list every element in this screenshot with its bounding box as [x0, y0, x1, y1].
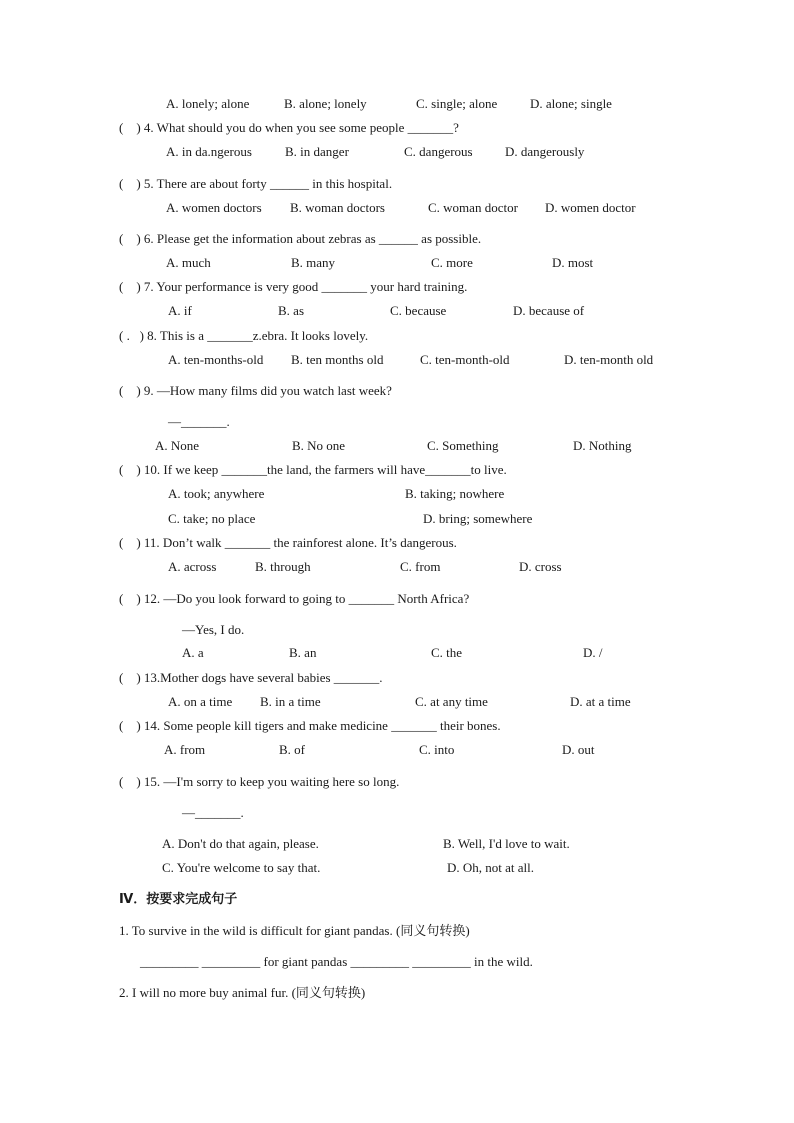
q7-option-b: B. as	[278, 303, 304, 318]
q4-option-d: D. dangerously	[505, 144, 585, 159]
q15-stem: ( ) 15. —I'm sorry to keep you waiting here so long.	[119, 774, 400, 789]
q13-option-b: B. in a time	[260, 694, 321, 709]
q3-option-d: D. alone; single	[530, 96, 612, 111]
q15-option-b: B. Well, I'd love to wait.	[443, 836, 570, 851]
q7-option-d: D. because of	[513, 303, 585, 318]
q13-stem: ( ) 13.Mother dogs have several babies _______.	[119, 670, 383, 685]
q8-option-c: C. ten-month-old	[420, 352, 510, 367]
q15-option-a: A. Don't do that again, please.	[162, 836, 319, 851]
q3-option-c: C. single; alone	[416, 96, 498, 111]
q5-stem: ( ) 5. There are about forty ______ in this hospital.	[119, 176, 393, 191]
section-4-heading: Ⅳ．按要求完成句子	[119, 892, 238, 907]
q12-option-c: C. the	[431, 645, 463, 660]
q14-stem: ( ) 14. Some people kill tigers and make medicine _______ their bones.	[119, 718, 501, 733]
q14-option-b: B. of	[279, 742, 305, 757]
q5-option-b: B. woman doctors	[290, 200, 385, 215]
q14-option-a: A. from	[164, 742, 206, 757]
q5-option-d: D. women doctor	[545, 200, 636, 215]
q13-option-c: C. at any time	[415, 694, 488, 709]
q7-stem: ( ) 7. Your performance is very good _______ your hard training.	[119, 279, 468, 294]
q4-option-b: B. in danger	[285, 144, 349, 159]
q10-option-b: B. taking; nowhere	[405, 486, 505, 501]
q12-stem: ( ) 12. —Do you look forward to going to _______ North Africa?	[119, 591, 470, 606]
q3-option-b: B. alone; lonely	[284, 96, 367, 111]
q4-option-a: A. in da.ngerous	[166, 144, 252, 159]
q12-option-d: D. /	[583, 645, 603, 660]
q3-option-a: A. lonely; alone	[166, 96, 250, 111]
q8-option-a: A. ten-months-old	[168, 352, 264, 367]
q11-option-b: B. through	[255, 559, 311, 574]
q10-option-a: A. took; anywhere	[168, 486, 265, 501]
q15-option-c: C. You're welcome to say that.	[162, 860, 321, 875]
q6-option-c: C. more	[431, 255, 473, 270]
q9-option-a: A. None	[155, 438, 200, 453]
q9-option-b: B. No one	[292, 438, 346, 453]
section-4-sentence-1-answer: _________ _________ for giant pandas _________ _________ in the wild.	[140, 954, 533, 969]
q12-answer-line: —Yes, I do.	[182, 622, 245, 637]
q13-option-d: D. at a time	[570, 694, 631, 709]
q8-option-d: D. ten-month old	[564, 352, 654, 367]
q6-option-a: A. much	[166, 255, 211, 270]
q6-option-b: B. many	[291, 255, 336, 270]
q8-stem: ( . ) 8. This is a _______z.ebra. It looks lovely.	[119, 328, 369, 343]
q11-option-c: C. from	[400, 559, 441, 574]
q7-option-c: C. because	[390, 303, 447, 318]
q7-option-a: A. if	[168, 303, 192, 318]
q6-option-d: D. most	[552, 255, 594, 270]
q5-option-a: A. women doctors	[166, 200, 262, 215]
q5-option-c: C. woman doctor	[428, 200, 518, 215]
section-4-sentence-1: 1. To survive in the wild is difficult for giant pandas. (同义句转换)	[119, 923, 470, 938]
q14-option-d: D. out	[562, 742, 595, 757]
q11-option-d: D. cross	[519, 559, 562, 574]
q4-stem: ( ) 4. What should you do when you see some people _______?	[119, 120, 459, 135]
q10-option-d: D. bring; somewhere	[423, 511, 533, 526]
q15-option-d: D. Oh, not at all.	[447, 860, 535, 875]
q9-option-d: D. Nothing	[573, 438, 632, 453]
q12-option-a: A. a	[182, 645, 204, 660]
q9-stem: ( ) 9. —How many films did you watch last week?	[119, 383, 392, 398]
section-4-sentence-2: 2. I will no more buy animal fur. (同义句转换)	[119, 985, 366, 1000]
q15-answer-line: —_______.	[182, 805, 244, 820]
q11-option-a: A. across	[168, 559, 217, 574]
q14-option-c: C. into	[419, 742, 455, 757]
q8-option-b: B. ten months old	[291, 352, 384, 367]
q6-stem: ( ) 6. Please get the information about zebras as ______ as possible.	[119, 231, 482, 246]
q9-answer-line: —_______.	[168, 414, 230, 429]
q9-option-c: C. Something	[427, 438, 499, 453]
q10-stem: ( ) 10. If we keep _______the land, the farmers will have_______to live.	[119, 462, 507, 477]
q13-option-a: A. on a time	[168, 694, 233, 709]
q10-option-c: C. take; no place	[168, 511, 256, 526]
q11-stem: ( ) 11. Don’t walk _______ the rainforest alone. It’s dangerous.	[119, 535, 457, 550]
q4-option-c: C. dangerous	[404, 144, 473, 159]
q12-option-b: B. an	[289, 645, 317, 660]
